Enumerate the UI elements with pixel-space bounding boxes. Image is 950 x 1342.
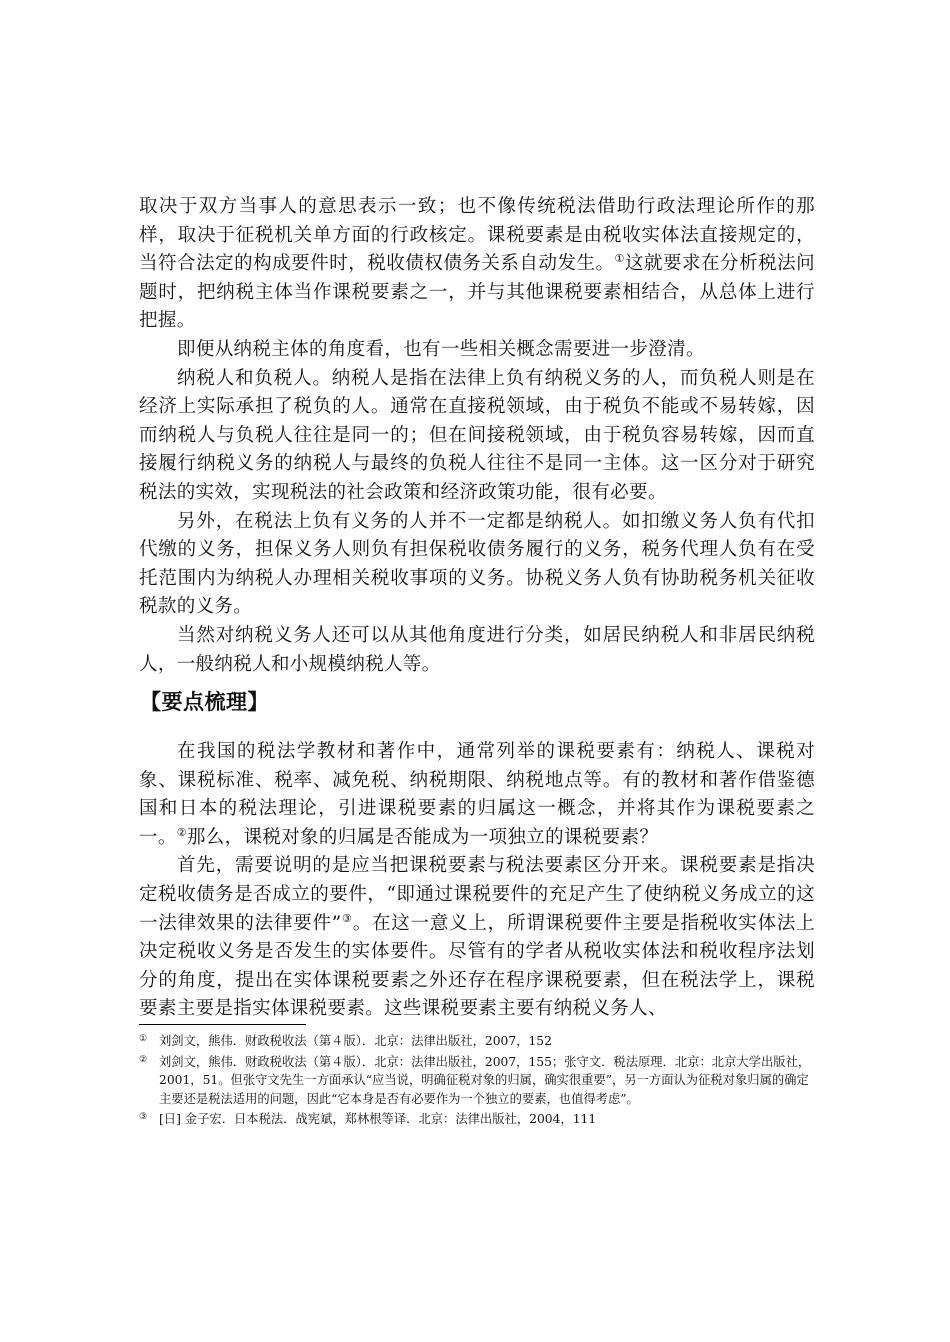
paragraph: 当然对纳税义务人还可以从其他角度进行分类，如居民纳税人和非居民纳税人，一般纳税人和小规模纳税人等。 <box>139 624 815 675</box>
paragraph: 纳税人和负税人。纳税人是指在法律上负有纳税义务的人，而负税人则是在经济上实际承担了税负的人。通常在直接税领域，由于税负不能或不易转嫁，因而纳税人与负税人往往是同一的；但在间接税领域，由于税负容易转嫁，因而直接履行纳税义务的纳税人与最终的负税人往往不是同一主体。这一区分对于研究税法的实效，实现税法的社会政策和经济政策功能，很有必要。 <box>139 367 815 503</box>
footnote-item <box>139 1110 821 1129</box>
body-text-top <box>139 193 815 679</box>
footnote-divider <box>139 1024 306 1025</box>
footnote-ref[interactable]: ② <box>176 825 187 839</box>
paragraph: 首先，需要说明的是应当把课税要素与税法要素区分开来。课税要素是指决定税收债务是否成立的要件，“即通过课税要件的充足产生了使纳税义务成立的这一法律效果的法律要件”③。在这一意义上，所谓课税要件主要是指税收实体法上决定税收义务是否发生的实体要件。尽管有的学者从税收实体法和税收程序法划分的角度，提出在实体课税要素之外还存在程序课税要素，但在税法学上，课税要素主要是指实体课税要素。这些课税要素主要有纳税义务人、 <box>139 855 816 1020</box>
footnote-mark: ③ <box>139 1112 148 1123</box>
paragraph: 另外，在税法上负有义务的人并不一定都是纳税人。如扣缴义务人负有代扣代缴的义务，担保义务人则负有担保税收债务履行的义务，税务代理人负有在受托范围内为纳税人办理相关税收事项的义务。协税义务人负有协助税务机关征收税款的义务。 <box>139 510 815 618</box>
footnotes <box>139 1032 821 1131</box>
footnote-ref[interactable]: ① <box>614 252 625 266</box>
footnote-text: [日] 金子宏．日本税法．战宪斌，郑林根等译．北京：法律出版社，2004，111 <box>159 1112 597 1127</box>
paragraph: 即便从纳税主体的角度看，也有一些相关概念需要进一步澄清。 <box>177 338 705 360</box>
footnote-item <box>139 1053 821 1109</box>
paragraph: 取决于双方当事人的意思表示一致；也不像传统税法借助行政法理论所作的那样，取决于征税机关单方面的行政核定。课税要素是由税收实体法直接规定的，当符合法定的构成要件时，税收债权债务关系自动发生。①这就要求在分析税法问题时，把纳税主体当作课税要素之一，并与其他课税要素相结合，从总体上进行把握。 <box>139 196 815 332</box>
footnote-text: 刘剑文，熊伟．财政税收法（第４版）．北京：法律出版社，2007，155；张守文．税法原理．北京：北京大学出版社，2001，51。但张守文先生一方面承认“应当说，明确征税对象的归属，确实很重要”，另一方面认为征税对象归属的确定主要还是税法适用的问题，因此“它本身是否有必要作为一个独立的要素，也值得考虑”。 <box>159 1054 811 1106</box>
footnote-ref[interactable]: ③ <box>341 911 353 925</box>
footnote-text: 刘剑文，熊伟．财政税收法（第４版）．北京：法律出版社，2007，152 <box>159 1034 552 1048</box>
paragraph: 在我国的税法学教材和著作中，通常列举的课税要素有：纳税人、课税对象、课税标准、税率、减免税、纳税期限、纳税地点等。有的教材和著作借鉴德国和日本的税法理论，引进课税要素的归属这一概念，并将其作为课税要素之一。②那么，课税对象的归属是否能成为一项独立的课税要素？ <box>139 741 815 848</box>
section-heading: 【要点梳理】 <box>140 690 269 714</box>
body-text-bottom <box>139 738 815 1024</box>
footnote-mark: ② <box>139 1054 148 1065</box>
footnote-mark: ① <box>139 1034 148 1044</box>
footnote-item <box>139 1032 821 1051</box>
